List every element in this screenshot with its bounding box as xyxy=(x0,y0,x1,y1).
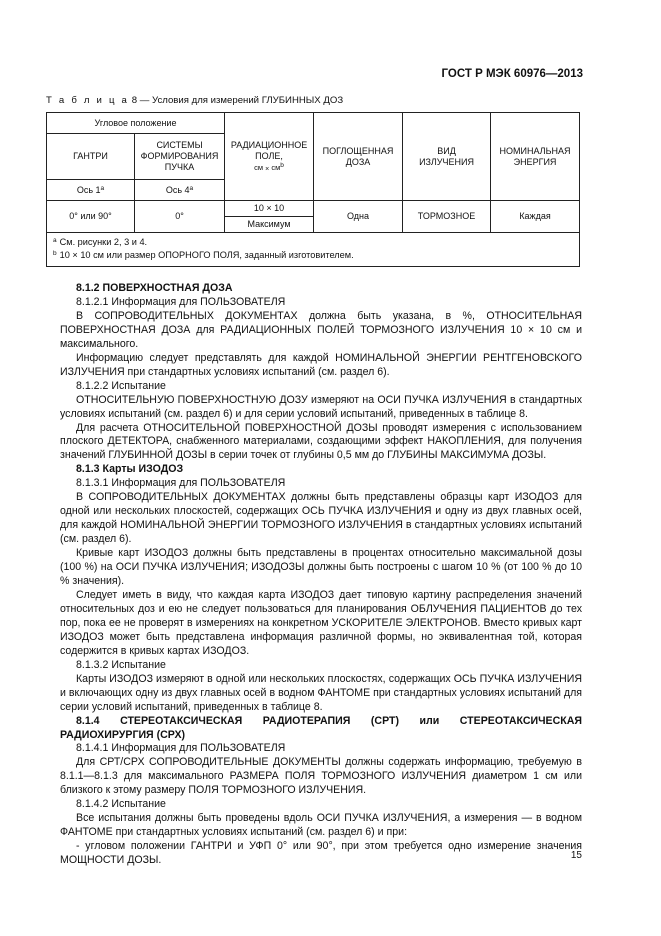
cell-radiation-type: ТОРМОЗНОЕ xyxy=(403,201,491,233)
table-footnotes xyxy=(47,233,580,267)
beam-system-header: СИСТЕМЫ ФОРМИРОВАНИЯ ПУЧКА xyxy=(135,134,225,180)
axis-1-header: Ось 1$^a$ xyxy=(47,180,135,201)
cell-beam-angle: 0° xyxy=(135,201,225,233)
paragraph: В СОПРОВОДИТЕЛЬНЫХ ДОКУМЕНТАХ должны быть представлены образцы карт ИЗОДОЗ для одной или нескольких плоскостей, содержащих ОСЬ ПУЧКА ИЗЛУЧЕНИЯ и одну из двух главных осей, для каждой НОМИНАЛЬНОЙ ЭНЕРГИИ ТОРМОЗНОГО ИЗЛУЧЕНИЯ в стандартных условиях испытаний (см. раздел 6). xyxy=(60,491,582,546)
table-caption-text: 8 — Условия для измерений ГЛУБИННЫХ ДОЗ xyxy=(129,95,344,106)
section-8-1-4-title: 8.1.4 СТЕРЕОТАКСИЧЕСКАЯ РАДИОТЕРАПИЯ (СРТ) или СТЕРЕОТАКСИЧЕСКАЯ РАДИОХИРУРГИЯ (СРХ) xyxy=(60,714,582,741)
paragraph: ОТНОСИТЕЛЬНУЮ ПОВЕРХНОСТНУЮ ДОЗУ измеряют на ОСИ ПУЧКА ИЗЛУЧЕНИЯ в стандартных условиях испытаний (см. раздел 6) и для серии условий испытаний, приведенных в таблице 8. xyxy=(60,393,582,420)
section-8-1-3-2-title: 8.1.3.2 Испытание xyxy=(76,658,166,671)
paragraph: Следует иметь в виду, что каждая карта ИЗОДОЗ дает типовую картину распределения значений относительных доз и ею не следует пользоваться для планирования ОБЛУЧЕНИЯ ПАЦИЕНТОВ до тех пор, пока ее не проверят в измерениях на конкретном УСКОРИТЕЛЕ ЭЛЕКТРОНОВ. Вместо кривых карт ИЗОДОЗ может быть представлена информация различной формы, но эквивалентная той, которая содержится в кривых картах ИЗОДОЗ. xyxy=(60,588,582,657)
standard-header: ГОСТ Р МЭК 60976—2013 xyxy=(441,68,583,80)
cell-field-size: 10 × 10 xyxy=(225,201,314,217)
absorbed-dose-header: ПОГЛОЩЕННАЯ ДОЗА xyxy=(314,113,403,201)
section-8-1-3-title: 8.1.3 Карты ИЗОДОЗ xyxy=(76,463,184,476)
section-8-1-4-2-title: 8.1.4.2 Испытание xyxy=(76,798,166,811)
paragraph: Информацию следует представлять для каждой НОМИНАЛЬНОЙ ЭНЕРГИИ РЕНТГЕНОВСКОГО ИЗЛУЧЕНИЯ при стандартных условиях испытаний (см. раздел 6). xyxy=(60,351,582,378)
page-number: 15 xyxy=(570,850,582,861)
cell-gantry-angle: 0° или 90° xyxy=(47,201,135,233)
section-8-1-2-2-title: 8.1.2.2 Испытание xyxy=(76,379,166,392)
body-text xyxy=(60,282,582,868)
cell-dose: Одна xyxy=(314,201,403,233)
paragraph: Кривые карт ИЗОДОЗ должны быть представлены в процентах относительно максимальной дозы (100 %) на ОСИ ПУЧКА ИЗЛУЧЕНИЯ; ИЗОДОЗЫ должны быть построены с шагом 10 % (от 100 % до 10 % значения). xyxy=(60,547,582,588)
cell-field-max: Максимум xyxy=(225,217,314,233)
footnote-a: $^a$ См. рисунки 2, 3 и 4. xyxy=(53,237,148,247)
depth-dose-conditions-table xyxy=(46,112,580,267)
section-8-1-4-1-title: 8.1.4.1 Информация для ПОЛЬЗОВАТЕЛЯ xyxy=(76,742,286,755)
paragraph: Карты ИЗОДОЗ измеряют в одной или нескольких плоскостях, содержащих ОСЬ ПУЧКА ИЗЛУЧЕНИЯ и включающих одну из двух главных осей в водном ФАНТОМЕ при стандартных условиях испытаний для серии условий испытаний, приведенных в таблице 8. xyxy=(60,672,582,713)
footnote-b: $^b$ 10 × 10 см или размер ОПОРНОГО ПОЛЯ, заданный изготовителем. xyxy=(53,250,354,260)
nominal-energy-header: НОМИНАЛЬНАЯ ЭНЕРГИЯ xyxy=(491,113,580,201)
section-8-1-2-title: 8.1.2 ПОВЕРХНОСТНАЯ ДОЗА xyxy=(76,282,233,294)
paragraph: Для расчета ОТНОСИТЕЛЬНОЙ ПОВЕРХНОСТНОЙ ДОЗЫ проводят измерения с использованием плоского ДЕТЕКТОРА, снабженного материалами, создающими эффект НАКОПЛЕНИЯ, для получения значений ГЛУБИННОЙ ДОЗЫ в серии точек от глубины 0,5 мм до ГЛУБИНЫ МАКСИМУМА ДОЗЫ. xyxy=(60,421,582,462)
axis-4-header: Ось 4$^a$ xyxy=(135,180,225,201)
section-8-1-3-1-title: 8.1.3.1 Информация для ПОЛЬЗОВАТЕЛЯ xyxy=(76,477,286,490)
paragraph: Все испытания должны быть проведены вдоль ОСИ ПУЧКА ИЗЛУЧЕНИЯ, а измерения — в водном ФАНТОМЕ при стандартных условиях испытаний (см. раздел 6) и при: xyxy=(60,812,582,839)
cell-energy: Каждая xyxy=(491,201,580,233)
radiation-type-header: ВИД ИЗЛУЧЕНИЯ xyxy=(403,113,491,201)
table-caption-label: Т а б л и ц а xyxy=(46,95,130,106)
list-item: - угловом положении ГАНТРИ и УФП 0° или 90°, при этом требуется одно измерение значения МОЩНОСТИ ДОЗЫ. xyxy=(60,840,582,867)
table-caption xyxy=(46,95,343,106)
paragraph: Для СРТ/СРХ СОПРОВОДИТЕЛЬНЫЕ ДОКУМЕНТЫ должны содержать информацию, требуемую в 8.1.1—8.1.3 для максимального РАЗМЕРА ПОЛЯ ТОРМОЗНОГО ИЗЛУЧЕНИЯ диаметром 1 см или близкого к этому размеру ПОЛЯ ТОРМОЗНОГО ИЗЛУЧЕНИЯ. xyxy=(60,756,582,797)
gantry-header: ГАНТРИ xyxy=(47,134,135,180)
radiation-field-header: РАДИАЦИОННОЕ ПОЛЕ, см $_\times$ $см^b$ xyxy=(225,113,314,201)
paragraph: В СОПРОВОДИТЕЛЬНЫХ ДОКУМЕНТАХ должна быть указана, в %, ОТНОСИТЕЛЬНАЯ ПОВЕРХНОСТНАЯ ДОЗА для РАДИАЦИОННЫХ ПОЛЕЙ ТОРМОЗНОГО ИЗЛУЧЕНИЯ 10 × 10 см и максимального. xyxy=(60,309,582,350)
section-8-1-2-1-title: 8.1.2.1 Информация для ПОЛЬЗОВАТЕЛЯ xyxy=(76,295,286,308)
angular-position-header: Угловое положение xyxy=(47,113,225,134)
